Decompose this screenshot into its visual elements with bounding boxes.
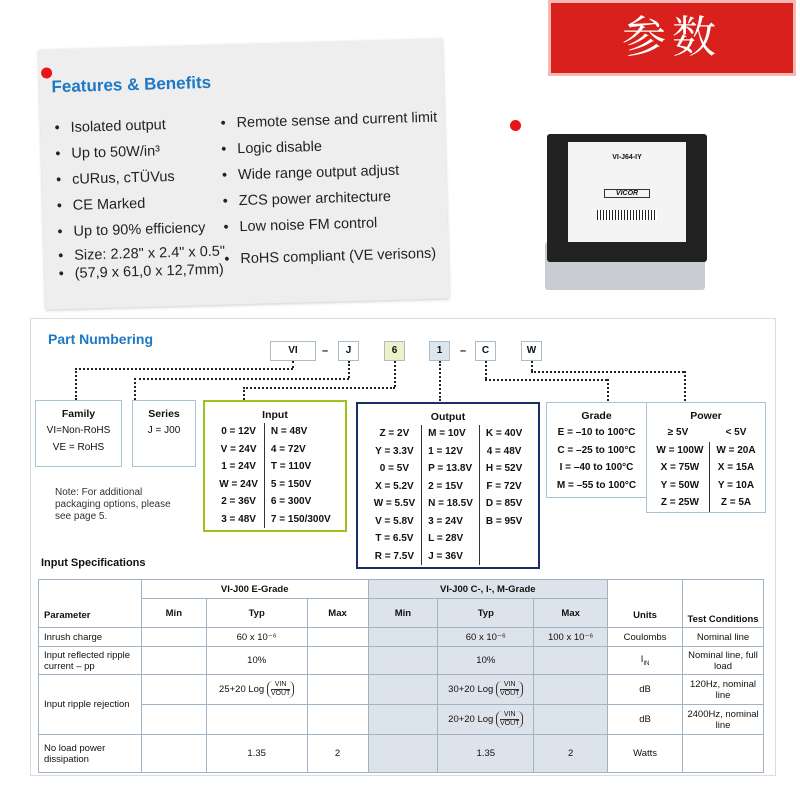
series-row: J = J00: [147, 425, 181, 436]
power-code: X = 15A: [717, 462, 755, 473]
cell: 120Hz, nominal line: [683, 675, 764, 705]
part-numbering-panel: [30, 318, 776, 776]
output-code: 3 = 24V: [428, 515, 463, 527]
header-e-grade: VI-J00 E-Grade: [141, 580, 368, 599]
input-code: N = 48V: [270, 426, 308, 437]
cell: Inrush charge: [39, 628, 142, 647]
code-output: 1: [429, 341, 450, 361]
input-title: Input: [262, 409, 288, 421]
cell: 10%: [206, 647, 307, 675]
formula: 30+20 Log: [448, 684, 494, 696]
feature-item: • CE Marked: [56, 189, 224, 220]
code-dash: –: [460, 345, 467, 357]
product-brand: VICOR: [604, 189, 650, 198]
formula: 25+20 Log: [219, 684, 265, 696]
feature-item: • Logic disable: [221, 131, 438, 163]
header-typ: Typ: [206, 599, 307, 628]
feature-item: • Isolated output: [54, 111, 222, 142]
family-row: VE = RoHS: [52, 442, 105, 453]
frac-den: VOUT: [270, 690, 291, 697]
cell: 60 x 10⁻⁶: [206, 628, 307, 647]
code-dash: –: [322, 345, 329, 357]
family-box: [35, 400, 122, 467]
power-code: Y = 10A: [717, 479, 755, 491]
power-header-lt5v: < 5V: [725, 427, 747, 438]
input-code: 2 = 36V: [221, 496, 256, 507]
input-code: 4 = 72V: [270, 443, 306, 455]
grade-code: I = –40 to 100°C: [559, 462, 634, 473]
header-max: Max: [534, 599, 608, 628]
part-numbering-title: Part Numbering: [48, 331, 154, 347]
output-code: F = 72V: [486, 480, 522, 492]
units-i: I: [640, 654, 644, 666]
header-min: Min: [141, 599, 206, 628]
code-grade: C: [475, 341, 496, 361]
power-box: [646, 402, 766, 513]
input-code: 3 = 48V: [221, 513, 256, 525]
cell: dB: [608, 705, 683, 735]
output-code: R = 7.5V: [374, 550, 414, 562]
header-units: Units: [608, 580, 683, 628]
cell: No load power dissipation: [39, 735, 142, 773]
features-card: [38, 38, 449, 309]
feature-item: • ZCS power architecture: [222, 183, 439, 215]
header-parameter: Parameter: [39, 580, 142, 628]
cell: Nominal line: [683, 628, 764, 647]
header-test: Test Conditions: [683, 580, 764, 628]
output-code: T = 6.5V: [375, 533, 414, 544]
product-image: [545, 132, 710, 290]
cell: dB: [608, 675, 683, 705]
power-code: X = 75W: [660, 462, 700, 473]
power-code: Z = 5A: [720, 497, 752, 508]
cell: Coulombs: [608, 628, 683, 647]
output-code: 0 = 5V: [379, 463, 409, 474]
table-row: [39, 675, 764, 705]
output-code: M = 10V: [428, 428, 466, 439]
input-code: V = 24V: [220, 443, 257, 455]
family-row: VI=Non-RoHS: [46, 425, 111, 436]
cell: [438, 675, 534, 705]
input-code: 6 = 300V: [270, 496, 312, 507]
table-row: [39, 735, 764, 773]
units-sub: IN: [643, 660, 650, 667]
feature-item: • Up to 90% efficiency: [57, 215, 225, 246]
power-code: W = 100W: [656, 444, 704, 456]
input-code: 1 = 24V: [221, 461, 256, 472]
cell: Watts: [608, 735, 683, 773]
input-box: [203, 400, 347, 532]
header-typ: Typ: [438, 599, 534, 628]
series-title: Series: [148, 408, 180, 420]
power-code: Z = 25W: [660, 497, 699, 508]
family-title: Family: [61, 408, 96, 420]
output-code: N = 18.5V: [428, 498, 473, 509]
output-code: D = 85V: [485, 498, 523, 509]
table-row: [39, 705, 764, 735]
cell: 2400Hz, nominal line: [683, 705, 764, 735]
feature-item: • Remote sense and current limit: [220, 105, 437, 137]
grade-code: C = –25 to 100°C: [557, 444, 636, 456]
cell: [206, 675, 307, 705]
output-title: Output: [430, 411, 466, 423]
grade-box: [546, 402, 647, 498]
output-code: Z = 2V: [379, 428, 410, 439]
output-code: H = 52V: [485, 463, 523, 474]
code-series: J: [338, 341, 359, 361]
grade-title: Grade: [581, 410, 612, 422]
features-left-list: [54, 111, 225, 284]
frac-den: VOUT: [499, 720, 520, 727]
output-code: Y = 3.3V: [375, 445, 414, 457]
output-code: J = 36V: [428, 550, 463, 562]
input-specs-table: [38, 579, 764, 773]
feature-item: • cURus, cTÜVus: [56, 163, 224, 194]
cell: 1.35: [206, 735, 307, 773]
cell: 60 x 10⁻⁶: [438, 628, 534, 647]
frac-num: VIN: [500, 711, 519, 720]
feature-item-cont: • (57,9 x 61,0 x 12,7mm): [58, 261, 225, 284]
header-cim-grade: VI-J00 C-, I-, M-Grade: [368, 580, 608, 599]
grade-code: M = –55 to 100°C: [556, 479, 637, 491]
output-box: [356, 402, 540, 569]
cell: [608, 647, 683, 675]
frac-num: VIN: [500, 681, 519, 690]
cell: 10%: [438, 647, 534, 675]
input-code: 7 = 150/300V: [270, 513, 331, 525]
cell: 2: [534, 735, 608, 773]
feature-item: • Low noise FM control: [223, 209, 440, 241]
output-code: W = 5.5V: [373, 498, 416, 509]
packaging-note: Note: For additional packaging options, please see page 5.: [55, 487, 171, 522]
banner-title: 参数: [548, 0, 796, 76]
output-code: B = 95V: [485, 515, 523, 527]
output-code: 4 = 48V: [486, 445, 522, 457]
input-specs-title: Input Specifications: [41, 557, 146, 569]
table-row: [39, 647, 764, 675]
cell: Input ripple rejection: [39, 675, 142, 735]
feature-item: • Size: 2.28" x 2.4" x 0.5": [58, 241, 225, 266]
cell: Nominal line, full load: [683, 647, 764, 675]
power-title: Power: [690, 410, 722, 422]
input-code: W = 24V: [219, 478, 258, 490]
feature-item: • Up to 50W/in³: [55, 137, 223, 168]
power-header-ge5v: ≥ 5V: [667, 427, 689, 438]
cell: Input reflected ripple current – pp: [39, 647, 142, 675]
code-input: 6: [384, 341, 405, 361]
header-min: Min: [368, 599, 438, 628]
formula: 20+20 Log: [448, 714, 494, 726]
power-code: Y = 50W: [660, 479, 700, 491]
cell: 100 x 10⁻⁶: [534, 628, 608, 647]
input-code: T = 110V: [270, 461, 312, 472]
product-label: VI-J64-IY: [612, 154, 642, 161]
header-max: Max: [307, 599, 368, 628]
output-code: V = 5.8V: [375, 515, 414, 527]
grade-code: E = –10 to 100°C: [557, 427, 636, 438]
red-dot-icon: [510, 120, 521, 131]
cell: 1.35: [438, 735, 534, 773]
cell: 2: [307, 735, 368, 773]
code-power: W: [521, 341, 542, 361]
input-code: 5 = 150V: [270, 478, 312, 490]
code-family: VI: [270, 341, 316, 361]
power-code: W = 20A: [716, 444, 756, 456]
output-code: X = 5.2V: [375, 480, 414, 492]
input-code: 0 = 12V: [221, 426, 256, 437]
frac-den: VOUT: [499, 690, 520, 697]
table-row: [39, 628, 764, 647]
frac-num: VIN: [271, 681, 290, 690]
features-title: Features & Benefits: [51, 72, 212, 97]
output-code: 1 = 12V: [428, 445, 463, 457]
output-code: L = 28V: [428, 533, 464, 544]
output-code: K = 40V: [485, 428, 523, 439]
features-right-list: [220, 105, 441, 273]
output-code: 2 = 15V: [428, 480, 463, 492]
series-box: [132, 400, 196, 467]
cell: [438, 705, 534, 735]
feature-item: • Wide range output adjust: [222, 157, 439, 189]
feature-item: • RoHS compliant (VE verisons): [224, 241, 441, 273]
output-code: P = 13.8V: [428, 463, 473, 474]
